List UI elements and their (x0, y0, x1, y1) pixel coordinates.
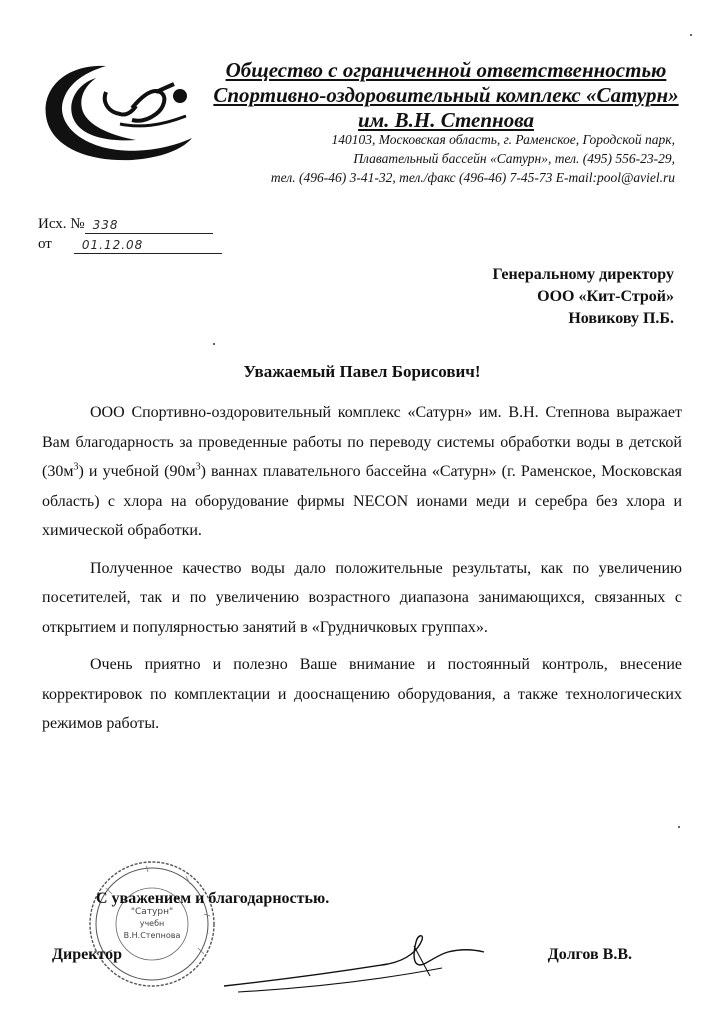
stamp-text-1: "Сатурн" (130, 907, 174, 917)
organization-title (196, 58, 696, 133)
closing-phrase: С уважением и благодарностью. (96, 890, 330, 907)
scan-speck (678, 826, 680, 828)
superscript-cubic: 3 (73, 461, 79, 473)
org-title-line-3: им. В.Н. Степнова (358, 108, 534, 132)
ref-date-value: 01.12.08 (74, 235, 222, 254)
superscript-cubic: 3 (195, 461, 201, 473)
addressee-line-1: Генеральному директору (492, 266, 674, 283)
paragraph-2: Полученное качество воды дало положительные результаты, как по увеличению посетителей, так и по увеличению возрастного диапазона занимающихся, связанных с открытием и популярностью занятий в «Грудничковых группах». (42, 559, 682, 636)
scan-speck (213, 343, 215, 345)
stamp-text-2: учебн (139, 919, 165, 928)
organization-address (205, 130, 675, 187)
paragraph-1-part-a: ООО Спортивно-оздоровительный комплекс «Сатурн» им. В.Н. Степнова выражает Вам благодарность за проведенные работы по переводу системы обработки воды в детской (30м (42, 404, 682, 480)
round-stamp (86, 858, 218, 990)
address-line-3: тел. (496-46) 3-41-32, тел./факс (496-46) 7-45-73 E-mail:pool@aviel.ru (270, 170, 675, 185)
scan-speck (690, 34, 692, 36)
letter-body (42, 398, 682, 747)
greeting: Уважаемый Павел Борисович! (243, 362, 481, 381)
handwritten-signature (218, 928, 488, 1008)
addressee-line-3: Новикову П.Б. (568, 310, 674, 327)
signer-role: Директор (52, 946, 122, 963)
paragraph-1-part-c: ) ваннах плавательного бассейна «Сатурн» (г. Раменское, Московская область) с хлора на оборудование фирмы NECON ионами меди и серебра без хлора и химической обработки. (42, 463, 682, 539)
paragraph-3: Очень приятно и полезно Ваше внимание и постоянный контроль, внесение корректировок по комплектации и дооснащению оборудования, а также технологических режимов работы. (42, 656, 682, 732)
saturn-logo (36, 58, 196, 168)
signer-name: Долгов В.В. (547, 946, 632, 963)
ref-number-value: 338 (85, 215, 213, 234)
org-title-line-2: Спортивно-оздоровительный комплекс «Сатурн» (213, 83, 679, 107)
paragraph-1-part-b: ) и учебной (90м (78, 463, 196, 480)
paragraph-1 (42, 398, 682, 546)
addressee-block (492, 264, 674, 330)
address-line-1: 140103, Московская область, г. Раменское, Городской парк, (331, 132, 675, 147)
addressee-line-2: ООО «Кит-Строй» (537, 288, 674, 305)
ref-number-label: Исх. № (38, 216, 85, 232)
stamp-text-3: В.Н.Степнова (123, 931, 181, 940)
ref-date-label: от (38, 236, 52, 252)
address-line-2: Плавательный бассейн «Сатурн», тел. (495) 556-23-29, (353, 151, 675, 166)
outgoing-reference (38, 214, 222, 254)
org-title-line-1: Общество с ограниченной ответственностью (225, 58, 667, 82)
